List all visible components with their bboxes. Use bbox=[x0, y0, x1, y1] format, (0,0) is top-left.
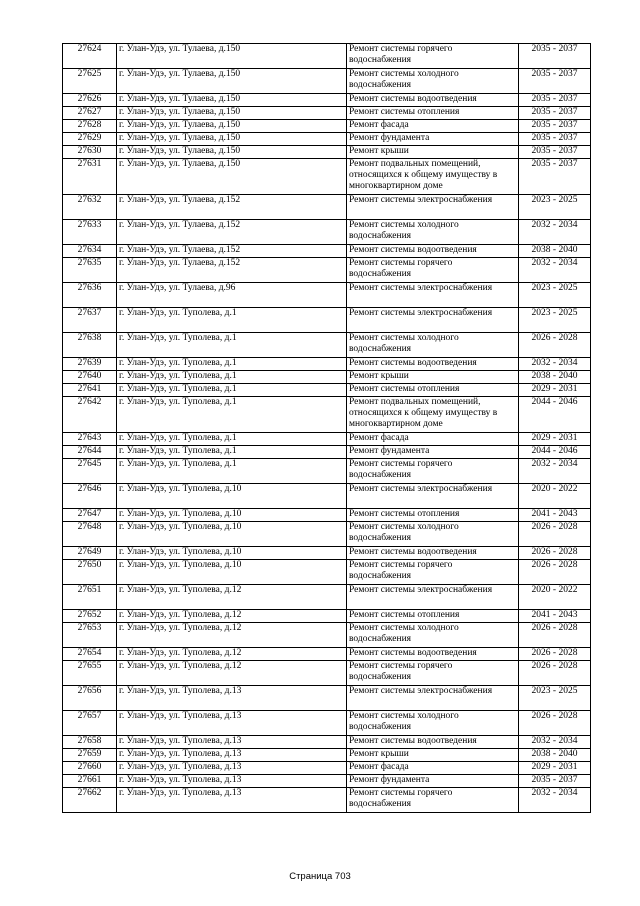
period-cell: 2032 - 2034 bbox=[519, 258, 591, 283]
address-cell: г. Улан-Удэ, ул. Тулаева, д.96 bbox=[117, 283, 347, 308]
work-type-cell: Ремонт системы электроснабжения bbox=[347, 283, 519, 308]
row-number-cell: 27647 bbox=[63, 509, 117, 522]
work-type-cell: Ремонт системы электроснабжения bbox=[347, 308, 519, 333]
row-number-cell: 27650 bbox=[63, 560, 117, 585]
table-row bbox=[63, 308, 591, 333]
work-type-cell: Ремонт крыши bbox=[347, 371, 519, 384]
table-row bbox=[63, 459, 591, 484]
table-row bbox=[63, 484, 591, 509]
period-cell: 2020 - 2022 bbox=[519, 585, 591, 610]
table-row bbox=[63, 509, 591, 522]
row-number-cell: 27653 bbox=[63, 623, 117, 648]
row-number-cell: 27645 bbox=[63, 459, 117, 484]
table-row bbox=[63, 522, 591, 547]
work-type-cell: Ремонт системы водоотведения bbox=[347, 547, 519, 560]
address-cell: г. Улан-Удэ, ул. Тулаева, д.152 bbox=[117, 245, 347, 258]
row-number-cell: 27627 bbox=[63, 107, 117, 120]
work-type-cell: Ремонт фасада bbox=[347, 762, 519, 775]
period-cell: 2026 - 2028 bbox=[519, 661, 591, 686]
address-cell: г. Улан-Удэ, ул. Тулаева, д.150 bbox=[117, 107, 347, 120]
table-row bbox=[63, 371, 591, 384]
work-type-cell: Ремонт системы водоотведения bbox=[347, 358, 519, 371]
table-row bbox=[63, 547, 591, 560]
row-number-cell: 27632 bbox=[63, 195, 117, 220]
row-number-cell: 27637 bbox=[63, 308, 117, 333]
address-cell: г. Улан-Удэ, ул. Туполева, д.10 bbox=[117, 509, 347, 522]
work-type-cell: Ремонт системы водоотведения bbox=[347, 648, 519, 661]
table-row bbox=[63, 133, 591, 146]
table-row bbox=[63, 120, 591, 133]
row-number-cell: 27651 bbox=[63, 585, 117, 610]
period-cell: 2032 - 2034 bbox=[519, 358, 591, 371]
period-cell: 2041 - 2043 bbox=[519, 610, 591, 623]
period-cell: 2026 - 2028 bbox=[519, 522, 591, 547]
work-type-cell: Ремонт подвальных помещений, относящихся к общему имуществу в многоквартирном доме bbox=[347, 397, 519, 433]
address-cell: г. Улан-Удэ, ул. Тулаева, д.150 bbox=[117, 146, 347, 159]
work-type-cell: Ремонт фундамента bbox=[347, 446, 519, 459]
period-cell: 2035 - 2037 bbox=[519, 107, 591, 120]
row-number-cell: 27628 bbox=[63, 120, 117, 133]
work-type-cell: Ремонт системы отопления bbox=[347, 610, 519, 623]
period-cell: 2026 - 2028 bbox=[519, 560, 591, 585]
period-cell: 2035 - 2037 bbox=[519, 775, 591, 788]
period-cell: 2035 - 2037 bbox=[519, 146, 591, 159]
table-row bbox=[63, 220, 591, 245]
address-cell: г. Улан-Удэ, ул. Туполева, д.1 bbox=[117, 384, 347, 397]
address-cell: г. Улан-Удэ, ул. Туполева, д.13 bbox=[117, 775, 347, 788]
row-number-cell: 27630 bbox=[63, 146, 117, 159]
address-cell: г. Улан-Удэ, ул. Туполева, д.1 bbox=[117, 358, 347, 371]
period-cell: 2035 - 2037 bbox=[519, 94, 591, 107]
address-cell: г. Улан-Удэ, ул. Туполева, д.13 bbox=[117, 686, 347, 711]
work-type-cell: Ремонт системы холодного водоснабжения bbox=[347, 333, 519, 358]
row-number-cell: 27644 bbox=[63, 446, 117, 459]
address-cell: г. Улан-Удэ, ул. Туполева, д.13 bbox=[117, 736, 347, 749]
registry-table bbox=[62, 43, 591, 813]
work-type-cell: Ремонт системы горячего водоснабжения bbox=[347, 661, 519, 686]
work-type-cell: Ремонт системы отопления bbox=[347, 107, 519, 120]
table-row bbox=[63, 433, 591, 446]
row-number-cell: 27657 bbox=[63, 711, 117, 736]
work-type-cell: Ремонт подвальных помещений, относящихся к общему имуществу в многоквартирном доме bbox=[347, 159, 519, 195]
period-cell: 2020 - 2022 bbox=[519, 484, 591, 509]
address-cell: г. Улан-Удэ, ул. Тулаева, д.150 bbox=[117, 69, 347, 94]
address-cell: г. Улан-Удэ, ул. Туполева, д.12 bbox=[117, 661, 347, 686]
work-type-cell: Ремонт крыши bbox=[347, 146, 519, 159]
address-cell: г. Улан-Удэ, ул. Туполева, д.12 bbox=[117, 610, 347, 623]
address-cell: г. Улан-Удэ, ул. Тулаева, д.150 bbox=[117, 120, 347, 133]
period-cell: 2029 - 2031 bbox=[519, 762, 591, 775]
table-row bbox=[63, 358, 591, 371]
row-number-cell: 27658 bbox=[63, 736, 117, 749]
work-type-cell: Ремонт системы горячего водоснабжения bbox=[347, 788, 519, 813]
period-cell: 2035 - 2037 bbox=[519, 120, 591, 133]
work-type-cell: Ремонт системы холодного водоснабжения bbox=[347, 69, 519, 94]
period-cell: 2044 - 2046 bbox=[519, 446, 591, 459]
row-number-cell: 27638 bbox=[63, 333, 117, 358]
row-number-cell: 27635 bbox=[63, 258, 117, 283]
table-row bbox=[63, 69, 591, 94]
row-number-cell: 27633 bbox=[63, 220, 117, 245]
address-cell: г. Улан-Удэ, ул. Тулаева, д.150 bbox=[117, 159, 347, 195]
row-number-cell: 27642 bbox=[63, 397, 117, 433]
address-cell: г. Улан-Удэ, ул. Туполева, д.1 bbox=[117, 371, 347, 384]
row-number-cell: 27655 bbox=[63, 661, 117, 686]
table-row bbox=[63, 107, 591, 120]
work-type-cell: Ремонт системы холодного водоснабжения bbox=[347, 220, 519, 245]
table-row bbox=[63, 384, 591, 397]
row-number-cell: 27640 bbox=[63, 371, 117, 384]
table-row bbox=[63, 159, 591, 195]
table-row bbox=[63, 623, 591, 648]
period-cell: 2038 - 2040 bbox=[519, 245, 591, 258]
period-cell: 2032 - 2034 bbox=[519, 220, 591, 245]
row-number-cell: 27662 bbox=[63, 788, 117, 813]
period-cell: 2023 - 2025 bbox=[519, 283, 591, 308]
address-cell: г. Улан-Удэ, ул. Туполева, д.13 bbox=[117, 749, 347, 762]
period-cell: 2026 - 2028 bbox=[519, 547, 591, 560]
address-cell: г. Улан-Удэ, ул. Туполева, д.1 bbox=[117, 333, 347, 358]
address-cell: г. Улан-Удэ, ул. Туполева, д.10 bbox=[117, 484, 347, 509]
row-number-cell: 27659 bbox=[63, 749, 117, 762]
work-type-cell: Ремонт системы горячего водоснабжения bbox=[347, 44, 519, 69]
work-type-cell: Ремонт фундамента bbox=[347, 133, 519, 146]
table-row bbox=[63, 245, 591, 258]
work-type-cell: Ремонт системы водоотведения bbox=[347, 245, 519, 258]
row-number-cell: 27661 bbox=[63, 775, 117, 788]
registry-table-body bbox=[63, 44, 591, 813]
work-type-cell: Ремонт системы электроснабжения bbox=[347, 585, 519, 610]
table-row bbox=[63, 283, 591, 308]
period-cell: 2026 - 2028 bbox=[519, 333, 591, 358]
row-number-cell: 27625 bbox=[63, 69, 117, 94]
period-cell: 2023 - 2025 bbox=[519, 686, 591, 711]
period-cell: 2035 - 2037 bbox=[519, 133, 591, 146]
period-cell: 2035 - 2037 bbox=[519, 159, 591, 195]
address-cell: г. Улан-Удэ, ул. Туполева, д.12 bbox=[117, 648, 347, 661]
table-row bbox=[63, 446, 591, 459]
work-type-cell: Ремонт системы горячего водоснабжения bbox=[347, 258, 519, 283]
table-row bbox=[63, 195, 591, 220]
work-type-cell: Ремонт системы горячего водоснабжения bbox=[347, 459, 519, 484]
period-cell: 2023 - 2025 bbox=[519, 308, 591, 333]
table-row bbox=[63, 94, 591, 107]
address-cell: г. Улан-Удэ, ул. Тулаева, д.150 bbox=[117, 44, 347, 69]
row-number-cell: 27641 bbox=[63, 384, 117, 397]
table-row bbox=[63, 585, 591, 610]
period-cell: 2032 - 2034 bbox=[519, 788, 591, 813]
row-number-cell: 27629 bbox=[63, 133, 117, 146]
table-row bbox=[63, 333, 591, 358]
table-row bbox=[63, 44, 591, 69]
work-type-cell: Ремонт системы электроснабжения bbox=[347, 484, 519, 509]
period-cell: 2026 - 2028 bbox=[519, 623, 591, 648]
period-cell: 2026 - 2028 bbox=[519, 648, 591, 661]
row-number-cell: 27634 bbox=[63, 245, 117, 258]
page-number: Страница 703 bbox=[289, 871, 351, 882]
table-row bbox=[63, 648, 591, 661]
row-number-cell: 27646 bbox=[63, 484, 117, 509]
address-cell: г. Улан-Удэ, ул. Туполева, д.10 bbox=[117, 522, 347, 547]
row-number-cell: 27652 bbox=[63, 610, 117, 623]
address-cell: г. Улан-Удэ, ул. Тулаева, д.152 bbox=[117, 258, 347, 283]
period-cell: 2038 - 2040 bbox=[519, 749, 591, 762]
address-cell: г. Улан-Удэ, ул. Туполева, д.12 bbox=[117, 623, 347, 648]
work-type-cell: Ремонт системы электроснабжения bbox=[347, 195, 519, 220]
table-row bbox=[63, 762, 591, 775]
work-type-cell: Ремонт системы водоотведения bbox=[347, 736, 519, 749]
work-type-cell: Ремонт системы отопления bbox=[347, 384, 519, 397]
period-cell: 2026 - 2028 bbox=[519, 711, 591, 736]
address-cell: г. Улан-Удэ, ул. Тулаева, д.152 bbox=[117, 220, 347, 245]
work-type-cell: Ремонт системы холодного водоснабжения bbox=[347, 522, 519, 547]
period-cell: 2038 - 2040 bbox=[519, 371, 591, 384]
work-type-cell: Ремонт системы электроснабжения bbox=[347, 686, 519, 711]
row-number-cell: 27648 bbox=[63, 522, 117, 547]
period-cell: 2035 - 2037 bbox=[519, 44, 591, 69]
table-row bbox=[63, 686, 591, 711]
table-row bbox=[63, 397, 591, 433]
period-cell: 2044 - 2046 bbox=[519, 397, 591, 433]
address-cell: г. Улан-Удэ, ул. Туполева, д.1 bbox=[117, 459, 347, 484]
work-type-cell: Ремонт системы отопления bbox=[347, 509, 519, 522]
row-number-cell: 27631 bbox=[63, 159, 117, 195]
work-type-cell: Ремонт крыши bbox=[347, 749, 519, 762]
address-cell: г. Улан-Удэ, ул. Туполева, д.13 bbox=[117, 762, 347, 775]
table-row bbox=[63, 661, 591, 686]
address-cell: г. Улан-Удэ, ул. Туполева, д.1 bbox=[117, 433, 347, 446]
address-cell: г. Улан-Удэ, ул. Тулаева, д.150 bbox=[117, 94, 347, 107]
table-row bbox=[63, 146, 591, 159]
table-row bbox=[63, 788, 591, 813]
work-type-cell: Ремонт системы водоотведения bbox=[347, 94, 519, 107]
row-number-cell: 27656 bbox=[63, 686, 117, 711]
period-cell: 2032 - 2034 bbox=[519, 736, 591, 749]
work-type-cell: Ремонт системы горячего водоснабжения bbox=[347, 560, 519, 585]
row-number-cell: 27626 bbox=[63, 94, 117, 107]
table-row bbox=[63, 749, 591, 762]
row-number-cell: 27649 bbox=[63, 547, 117, 560]
address-cell: г. Улан-Удэ, ул. Туполева, д.10 bbox=[117, 560, 347, 585]
table-row bbox=[63, 610, 591, 623]
address-cell: г. Улан-Удэ, ул. Туполева, д.1 bbox=[117, 397, 347, 433]
address-cell: г. Улан-Удэ, ул. Туполева, д.1 bbox=[117, 446, 347, 459]
address-cell: г. Улан-Удэ, ул. Туполева, д.12 bbox=[117, 585, 347, 610]
work-type-cell: Ремонт фундамента bbox=[347, 775, 519, 788]
period-cell: 2035 - 2037 bbox=[519, 69, 591, 94]
row-number-cell: 27624 bbox=[63, 44, 117, 69]
row-number-cell: 27636 bbox=[63, 283, 117, 308]
work-type-cell: Ремонт фасада bbox=[347, 120, 519, 133]
period-cell: 2041 - 2043 bbox=[519, 509, 591, 522]
address-cell: г. Улан-Удэ, ул. Тулаева, д.152 bbox=[117, 195, 347, 220]
row-number-cell: 27660 bbox=[63, 762, 117, 775]
table-row bbox=[63, 560, 591, 585]
work-type-cell: Ремонт системы холодного водоснабжения bbox=[347, 623, 519, 648]
address-cell: г. Улан-Удэ, ул. Туполева, д.10 bbox=[117, 547, 347, 560]
row-number-cell: 27654 bbox=[63, 648, 117, 661]
period-cell: 2032 - 2034 bbox=[519, 459, 591, 484]
table-row bbox=[63, 711, 591, 736]
work-type-cell: Ремонт системы холодного водоснабжения bbox=[347, 711, 519, 736]
row-number-cell: 27639 bbox=[63, 358, 117, 371]
period-cell: 2023 - 2025 bbox=[519, 195, 591, 220]
period-cell: 2029 - 2031 bbox=[519, 384, 591, 397]
address-cell: г. Улан-Удэ, ул. Туполева, д.13 bbox=[117, 711, 347, 736]
work-type-cell: Ремонт фасада bbox=[347, 433, 519, 446]
address-cell: г. Улан-Удэ, ул. Туполева, д.13 bbox=[117, 788, 347, 813]
table-row bbox=[63, 775, 591, 788]
address-cell: г. Улан-Удэ, ул. Тулаева, д.150 bbox=[117, 133, 347, 146]
table-row bbox=[63, 736, 591, 749]
address-cell: г. Улан-Удэ, ул. Туполева, д.1 bbox=[117, 308, 347, 333]
period-cell: 2029 - 2031 bbox=[519, 433, 591, 446]
table-row bbox=[63, 258, 591, 283]
row-number-cell: 27643 bbox=[63, 433, 117, 446]
